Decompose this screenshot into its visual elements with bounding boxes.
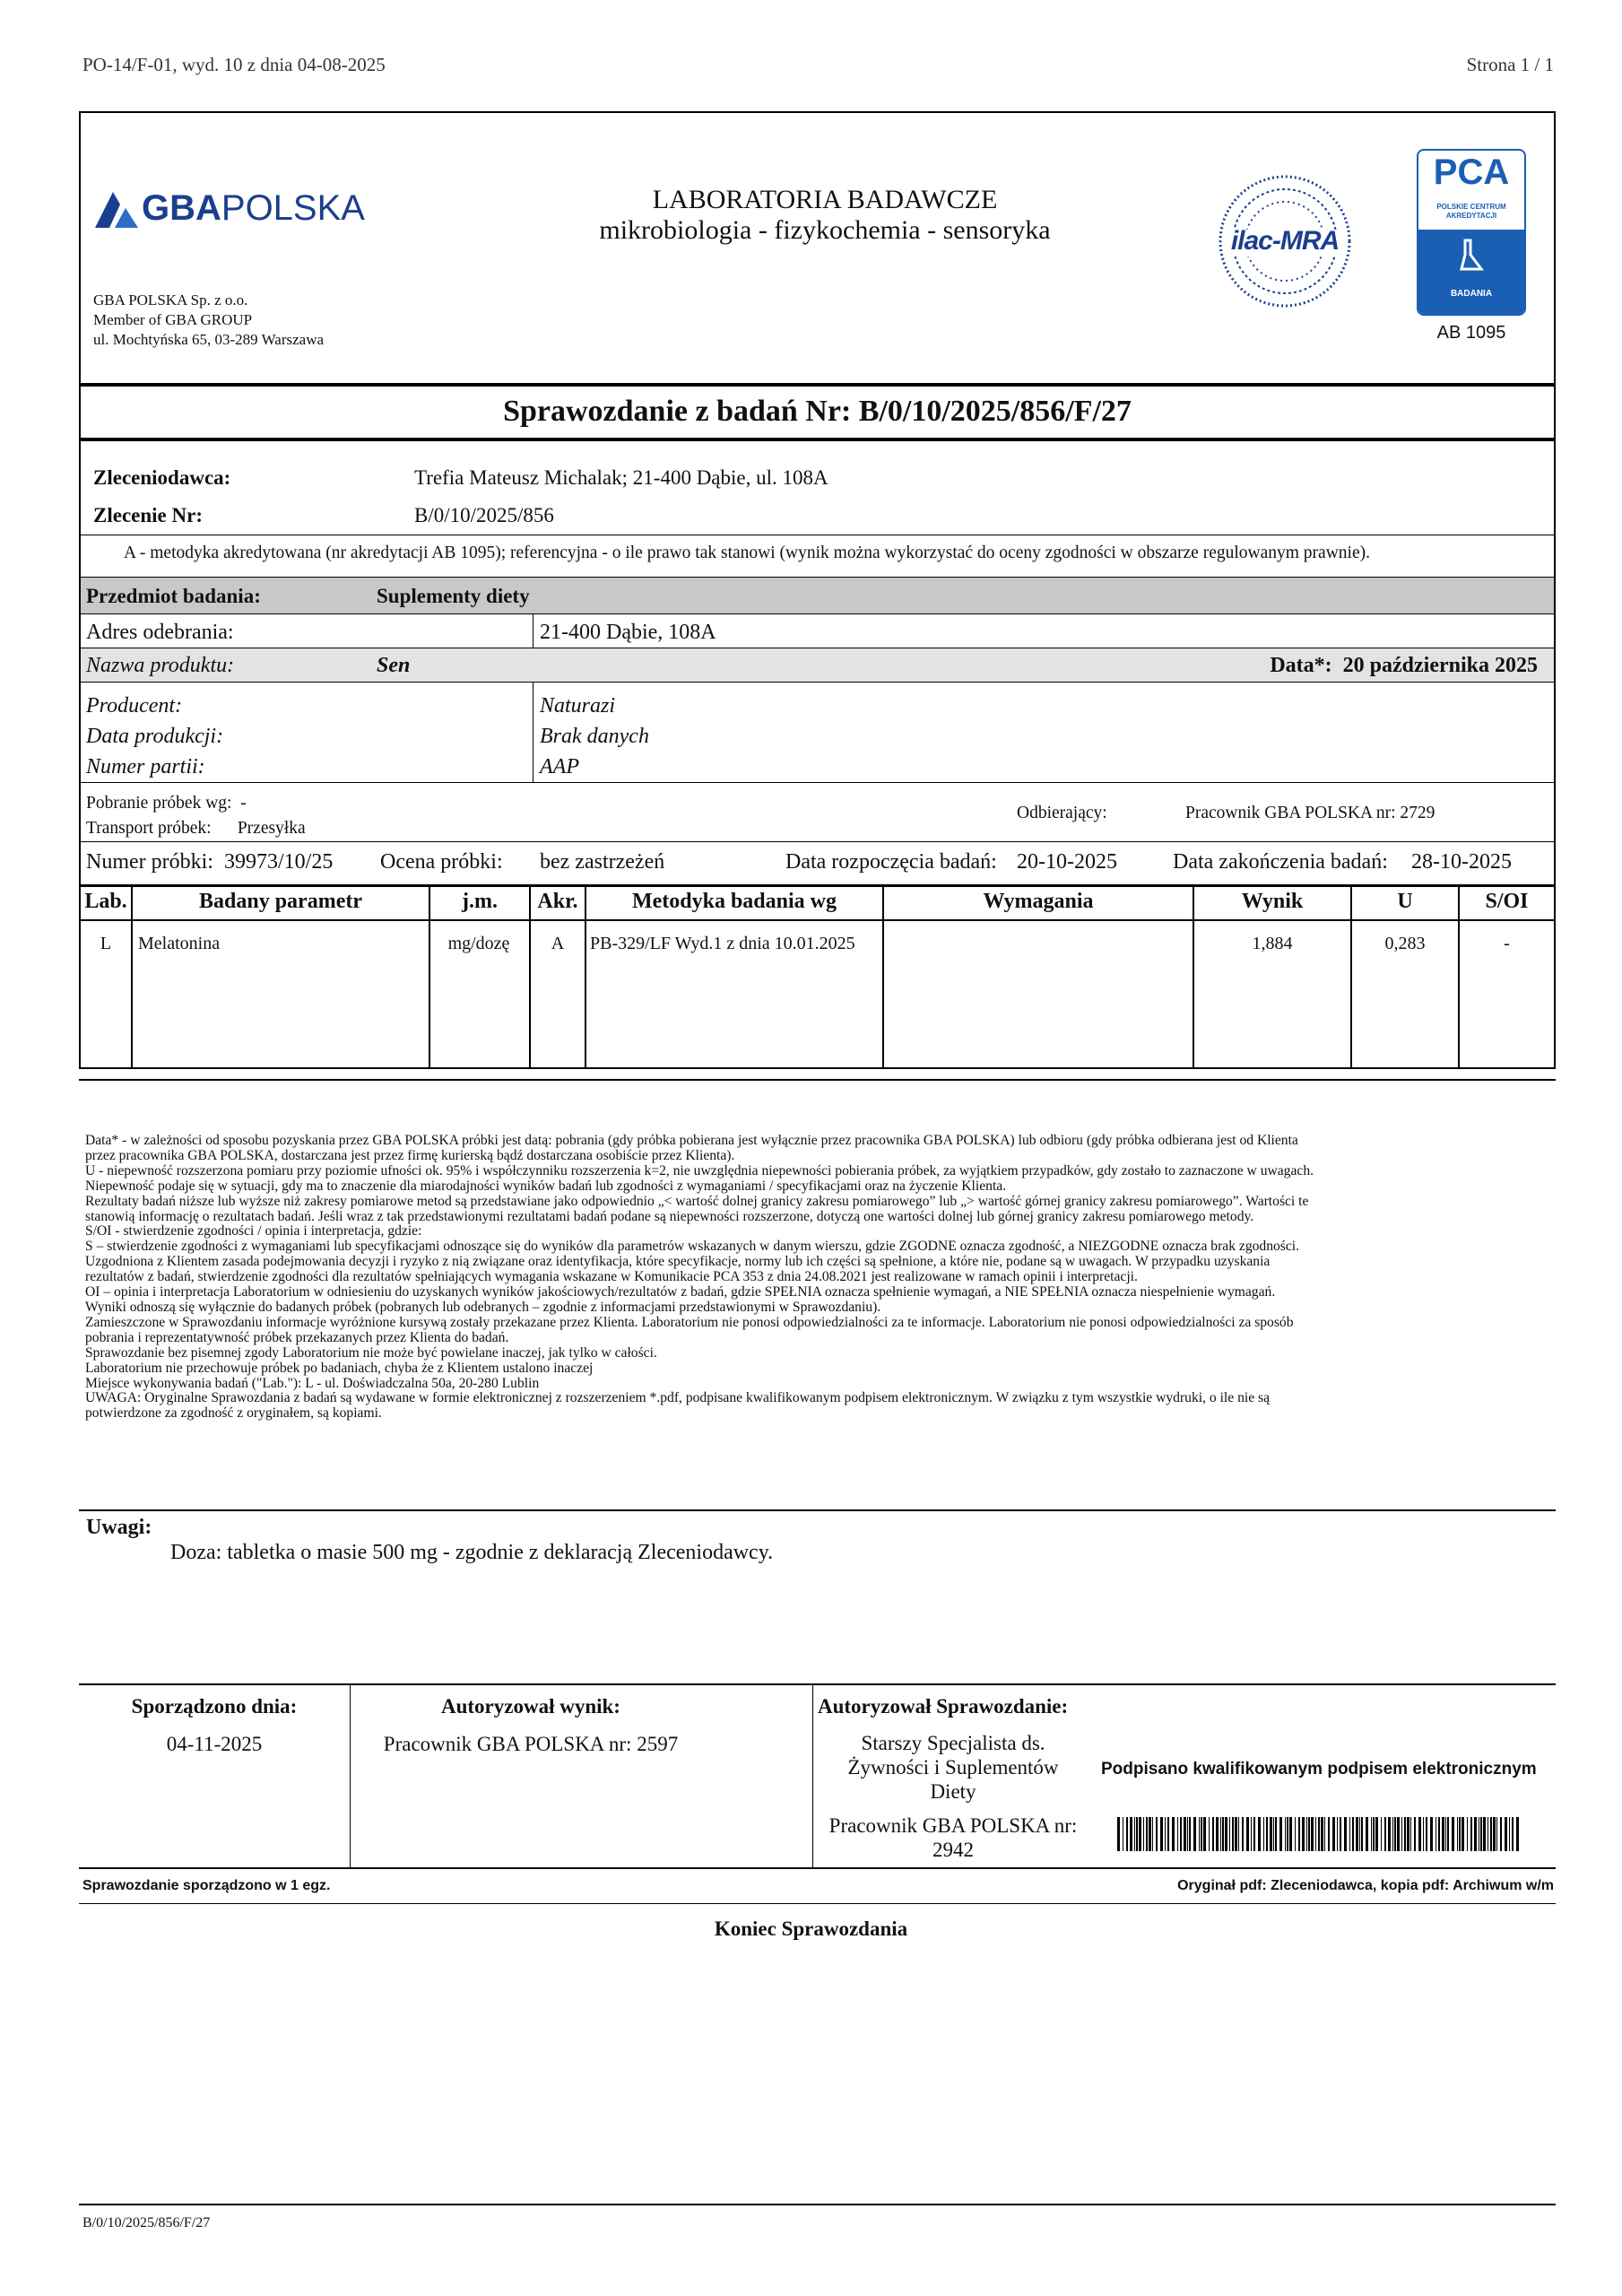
- rule: [81, 682, 1554, 683]
- footnote-line: stanowią informację o rezultatach badań. Jeśli wraz z tak przedstawionymi rezultatami badań podane są niepewności rozszerzone, dotyczą one wartości dolnej lub górnej granicy zakresu pomiarowego metody.: [85, 1208, 1254, 1224]
- th-method: Metodyka badania wg: [631, 890, 837, 913]
- end-of-report: Koniec Sprawozdania: [714, 1918, 908, 1940]
- order-value: B/0/10/2025/856: [414, 504, 554, 526]
- divider: [1458, 887, 1460, 1069]
- pca-logo: [1417, 149, 1526, 316]
- company-member: Member of GBA GROUP: [93, 311, 253, 328]
- footnote-line: Sprawozdanie bez pisemnej zgody Laboratorium nie może być powielane inaczej, jak tylko w całości.: [85, 1344, 657, 1361]
- footnote-line: Niepewność podaje się w sytuacji, gdy ma to znaczenie dla miarodajności wyników badań lub zgodności z wymaganiami / specyfikacjami oraz na życzenie Klienta.: [85, 1178, 1007, 1194]
- page-number: Strona 1 / 1: [1466, 54, 1554, 75]
- report-auth-role: [814, 1731, 1092, 1804]
- remarks-text: Doza: tabletka o masie 500 mg - zgodnie z deklaracją Zleceniodawcy.: [170, 1541, 774, 1564]
- date-label: Data*:: [1270, 654, 1332, 677]
- divider: [1350, 887, 1352, 1069]
- rule: [81, 577, 1554, 578]
- producer-value: Naturazi: [540, 694, 616, 718]
- divider: [585, 887, 586, 1069]
- frame-underline: [79, 1079, 1556, 1081]
- pca-number: AB 1095: [1436, 323, 1506, 343]
- prepared-value: 04-11-2025: [166, 1733, 263, 1755]
- table-cell-unit: mg/dozę: [447, 934, 510, 953]
- lab-heading: [511, 185, 1139, 246]
- subject-label: Przedmiot badania:: [86, 585, 261, 607]
- footer-rule: [79, 2204, 1556, 2205]
- gba-logo: [93, 187, 389, 231]
- product-date: [1270, 654, 1538, 678]
- th-lab: Lab.: [84, 890, 127, 913]
- table-cell-soi: -: [1504, 934, 1510, 953]
- footnote-line: rezultatów z badań, stwierdzenie zgodności dla rezultatów spełniających wymagania wskazane w Komunikacie PCA 353 z dnia 24.08.2021 jest realizowane w ramach opinii i interpretacji.: [85, 1269, 1138, 1285]
- company-address: ul. Mochtyńska 65, 03-289 Warszawa: [93, 331, 325, 348]
- footnote-line: potwierdzone za zgodność z oryginałem, są kopiami.: [85, 1405, 382, 1422]
- report-auth-role-2: Żywności i Suplementów: [847, 1756, 1059, 1779]
- copies-note: Sprawozdanie sporządzono w 1 egz.: [82, 1878, 331, 1893]
- divider: [529, 887, 531, 1069]
- barcode-icon: [1117, 1817, 1522, 1851]
- rule: [81, 919, 1554, 921]
- th-requirements: Wymagania: [983, 890, 1094, 913]
- subject-value: Suplementy diety: [377, 585, 530, 607]
- producer-values: [540, 691, 649, 782]
- footnote-line: S/OI - stwierdzenie zgodności / opinia i interpretacja, gdzie:: [85, 1223, 422, 1239]
- th-accr: Akr.: [537, 890, 578, 913]
- report-auth-emp-1: Pracownik GBA POLSKA nr:: [828, 1814, 1078, 1837]
- th-unit: j.m.: [462, 890, 498, 913]
- producer-label: Producent:: [86, 694, 183, 718]
- remarks-rule: [79, 1509, 1556, 1511]
- lab-subtitle: mikrobiologia - fizykochemia - sensoryka: [599, 215, 1051, 245]
- footnote-line: Uzgodniona z Klientem zasada podejmowania decyzji i ryzyko z nią związane oraz identyfikacja, które specyfikacje, normy lub ich części są spełnione, a które nie, podane są w uwagach. W przypadku uzyskania: [85, 1254, 1271, 1270]
- lab-title: LABORATORIA BADAWCZE: [652, 185, 998, 214]
- footnotes: [85, 1134, 1556, 1422]
- table-cell-parameter: Melatonina: [138, 934, 221, 953]
- gba-mark-icon: [93, 188, 140, 230]
- gba-logo-light: POLSKA: [221, 188, 365, 228]
- footnote-line: Zamieszczone w Sprawozdaniu informacje wyróżnione kursywą zostały przekazane przez Klienta. Laboratorium nie ponosi odpowiedzialności za te informacje. Laboratorium nie ponosi odpowiedzialności za sposób: [85, 1314, 1294, 1330]
- report-auth-role-1: Starszy Specjalista ds.: [861, 1732, 1045, 1754]
- divider: [812, 1684, 813, 1867]
- transport-label: Transport próbek:: [86, 819, 212, 838]
- th-uncertainty: U: [1397, 890, 1413, 913]
- table-cell-lab: L: [100, 934, 112, 953]
- signature-bottom-rule: [79, 1867, 1556, 1869]
- table-cell-result: 1,884: [1252, 934, 1293, 953]
- pca-badge: [1418, 230, 1524, 316]
- divider: [429, 887, 430, 1069]
- rule: [81, 841, 1554, 842]
- pca-subtitle-2: AKREDYTACJI: [1445, 212, 1497, 220]
- results-table: [81, 887, 1554, 1069]
- th-result: Wynik: [1241, 890, 1304, 913]
- subject-bar: [81, 578, 1554, 613]
- prod-date-value: Brak danych: [540, 725, 649, 748]
- form-id: PO-14/F-01, wyd. 10 z dnia 04-08-2025: [82, 54, 386, 75]
- divider: [131, 887, 133, 1069]
- pca-badge-text: BADANIA: [1450, 289, 1493, 299]
- table-cell-accr: A: [551, 934, 565, 953]
- pca-text: PCA: [1433, 152, 1510, 192]
- sample-no-label: Numer próbki:: [86, 850, 213, 874]
- product-label: Nazwa produktu:: [86, 654, 235, 677]
- start-value: 20-10-2025: [1017, 850, 1117, 874]
- sampling-value: -: [240, 794, 247, 813]
- assessment-value: bez zastrzeżeń: [540, 850, 665, 874]
- footnote-line: U - niepewność rozszerzona pomiaru przy poziomie ufności ok. 95% i współczynniku rozszerzenia k=2, nie uwzględnia niepewności pobierania próbek, za wyjątkiem przypadków, gdy zostało to zaznaczone w uwagach.: [85, 1162, 1314, 1178]
- assessment-label: Ocena próbki:: [380, 850, 503, 874]
- footnote-line: UWAGA: Oryginalne Sprawozdania z badań są wydawane w formie elektronicznej z rozszerzeniem *.pdf, podpisane kwalifikowanym podpisem elektronicznym. W związku z tym wszystkie wydruki, o ile nie są: [85, 1390, 1271, 1406]
- divider: [350, 1684, 351, 1867]
- batch-label: Numer partii:: [86, 755, 205, 778]
- footnote-line: przez pracownika GBA POLSKA, dostarczana jest przez firmę kurierską bądź dostarczana osobiście przez Klienta).: [85, 1147, 735, 1163]
- gba-logo-bold: GBA: [142, 188, 221, 228]
- pca-subtitle-1: POLSKIE CENTRUM: [1436, 203, 1506, 211]
- divider: [882, 887, 884, 1069]
- flask-icon: [1418, 230, 1524, 283]
- ilac-text: ilac-MRA: [1230, 226, 1340, 256]
- order-label: Zlecenie Nr:: [93, 504, 203, 526]
- report-auth-label: Autoryzował Sprawozdanie:: [818, 1695, 1069, 1718]
- footnote-line: Wyniki odnoszą się wyłącznie do badanych próbek (pobranych lub odebranych – zgodnie z informacjami przedstawionymi w Sprawozdaniu).: [85, 1299, 881, 1315]
- report-frame: [79, 111, 1556, 1069]
- signature-top-rule: [79, 1683, 1556, 1685]
- sampling-label: Pobranie próbek wg:: [86, 794, 232, 813]
- receiver-label: Odbierający:: [1017, 804, 1107, 822]
- company-name: GBA POLSKA Sp. z o.o.: [93, 291, 248, 309]
- title-top-rule: [81, 383, 1554, 387]
- sample-no-value: 39973/10/25: [223, 850, 334, 874]
- table-cell-uncertainty: 0,283: [1384, 934, 1426, 953]
- company-info: [93, 291, 324, 350]
- table-cell-method: PB-329/LF Wyd.1 z dnia 10.01.2025: [590, 934, 855, 953]
- footnote-line: Miejsce wykonywania badań ("Lab."): L - ul. Doświadczalna 50a, 20-280 Lublin: [85, 1375, 540, 1391]
- divider: [1193, 887, 1194, 1069]
- sampling-block: [86, 791, 306, 841]
- pca-subtitle: [1418, 203, 1524, 221]
- footnote-line: pobrania i reprezentatywność próbek przekazanych przez Klienta do badań.: [85, 1329, 509, 1345]
- footnote-line: Laboratorium nie przechowuje próbek po badaniach, chyba że z Klientem ustalono inaczej: [85, 1360, 594, 1376]
- product-value: Sen: [377, 654, 411, 677]
- rule: [79, 1903, 1556, 1904]
- accreditation-note: A - metodyka akredytowana (nr akredytacji AB 1095); referencyjna - o ile prawo tak stanowi (wynik można wykorzystać do oceny zgodności w obszarze regulowanym prawnie).: [124, 544, 1370, 562]
- footnote-line: Data* - w zależności od sposobu pozyskania przez GBA POLSKA próbki jest datą: pobrania (gdy próbka pobierana jest wyłącznie przez pracownika GBA POLSKA) lub odbioru (gdy próbka odbierana jest od Klienta: [85, 1133, 1298, 1148]
- report-auth-role-3: Diety: [930, 1780, 976, 1803]
- batch-value: AAP: [540, 755, 579, 778]
- start-label: Data rozpoczęcia badań:: [785, 850, 997, 874]
- rule: [81, 613, 1554, 614]
- th-soi: S/OI: [1485, 890, 1529, 913]
- title-bottom-rule: [81, 438, 1554, 441]
- date-value: 20 października 2025: [1342, 654, 1538, 677]
- pickup-label: Adres odebrania:: [86, 621, 234, 644]
- end-label: Data zakończenia badań:: [1173, 850, 1388, 874]
- ilac-mra-logo: [1218, 174, 1352, 309]
- producer-labels: [86, 691, 223, 782]
- receiver-value: Pracownik GBA POLSKA nr: 2729: [1185, 804, 1436, 822]
- prepared-label: Sporządzono dnia:: [131, 1695, 298, 1718]
- footnote-line: Rezultaty badań niższe lub wyższe niż zakresy pomiarowe metod są przedstawiane jako odpowiednio „< wartość dolnej granicy zakresu pomiarowego” lub „> wartość górnej granicy zakresu pomiarowego”. Wartości te: [85, 1193, 1309, 1209]
- footnote-line: S – stwierdzenie zgodności z wymaganiami lub specyfikacjami odnoszące się do wyników dla parametrów wskazanych w danym wierszu, gdzie ZGODNE oznacza zgodność, a NIEZGODNE oznacza brak zgodności.: [85, 1239, 1300, 1255]
- remarks-label: Uwagi:: [86, 1516, 152, 1539]
- e-signature-text: Podpisano kwalifikowanym podpisem elektronicznym: [1101, 1760, 1537, 1779]
- result-auth-value: Pracownik GBA POLSKA nr: 2597: [383, 1733, 679, 1755]
- footnote-line: OI – opinia i interpretacja Laboratorium w odniesieniu do uzyskanych wyników jakościowych/rezultatów z badań, gdzie SPEŁNIA oznacza spełnienie wymagań, a NIE SPEŁNIA oznacza niespełnienie wymagań.: [85, 1284, 1276, 1300]
- transport-value: Przesyłka: [237, 819, 306, 838]
- pickup-value: 21-400 Dąbie, 108A: [540, 621, 716, 644]
- report-auth-emp: [814, 1813, 1092, 1862]
- original-note: Oryginał pdf: Zleceniodawca, kopia pdf: Archiwum w/m: [1177, 1878, 1554, 1893]
- th-parameter: Badany parametr: [199, 890, 362, 913]
- end-value: 28-10-2025: [1411, 850, 1512, 874]
- report-title: Sprawozdanie z badań Nr: B/0/10/2025/856/F/27: [503, 395, 1132, 428]
- client-value: Trefia Mateusz Michalak; 21-400 Dąbie, ul. 108A: [414, 466, 828, 489]
- report-auth-emp-2: 2942: [932, 1839, 974, 1861]
- rule: [81, 782, 1554, 783]
- footer-id: B/0/10/2025/856/F/27: [82, 2215, 211, 2231]
- prod-date-label: Data produkcji:: [86, 725, 224, 748]
- result-auth-label: Autoryzował wynik:: [441, 1695, 620, 1718]
- client-label: Zleceniodawca:: [93, 466, 231, 489]
